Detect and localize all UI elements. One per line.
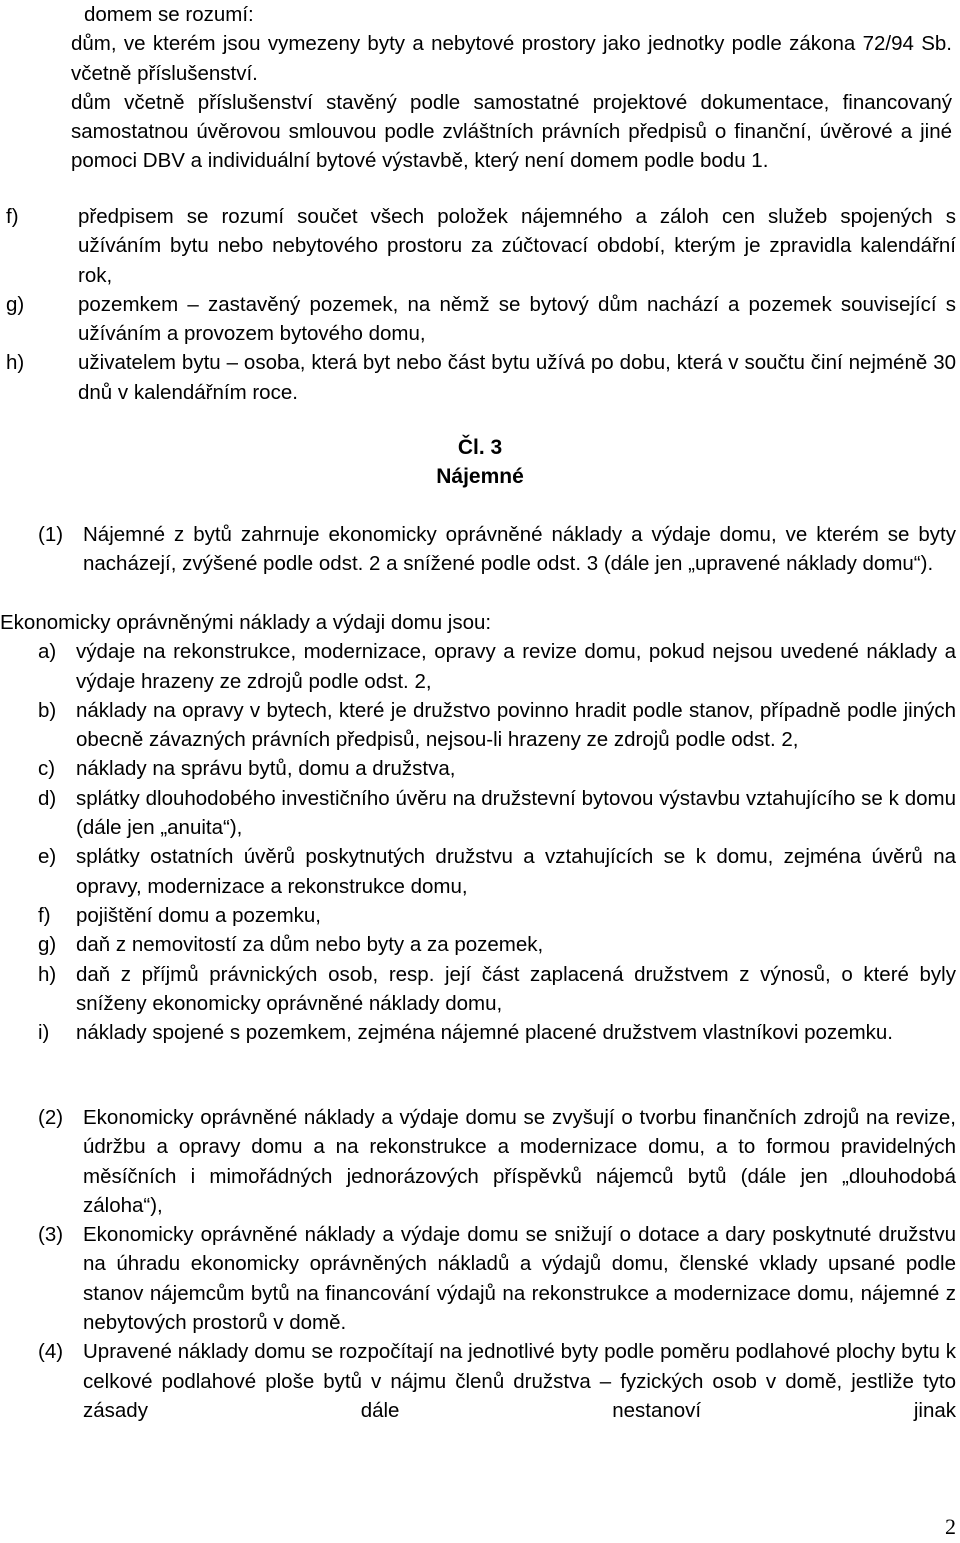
cost-text: náklady spojené s pozemkem, zejména nájemné placené družstvem vlastníkovi pozemku. [76,1021,893,1045]
cost-label: h) [38,962,57,986]
paragraph-label: (2) [38,1106,64,1129]
cost-item-b [38,696,956,755]
definition-item-g [6,290,956,349]
cost-item-f [38,901,956,930]
paragraph-item [38,520,956,579]
cost-text: náklady na správu bytů, domu a družstva, [76,757,456,781]
cost-label: a) [38,640,57,664]
paragraph-text: Ekonomicky oprávněné náklady a výdaje domu se zvyšují o tvorbu finančních zdrojů na revize, údržbu a opravy domu a na rekonstrukce a modernizace domu, a to formou pravidelných měsíčních i mimořádných jednorázových příspěvků nájemců bytů (dále jen „dlouhodobá záloha“), [83,1106,956,1217]
subitem-text: dům včetně příslušenství stavěný podle samostatné projektové dokumentace, financovaný samostatnou úvěrovou smlouvou podle zvláštních právních předpisů o finanční, úvěrové a jiné pomoci DBV a individuální bytové výstavbě, který není domem podle bodu 1. [71,90,952,173]
item-text: předpisem se rozumí součet všech položek nájemného a záloh cen služeb spojených s užíváním bytu nebo nebytového prostoru za zúčtovací období, kterým je zpravidla kalendářní rok, [78,205,956,287]
cost-text: výdaje na rekonstrukce, modernizace, opravy a revize domu, pokud nejsou uvedené náklady a výdaje hrazeny ze zdrojů podle odst. 2, [76,640,956,693]
cost-item-g [38,930,956,959]
cost-text: daň z příjmů právnických osob, resp. její část zaplacená družstvem z výnosů, o které byly sníženy ekonomicky oprávněné náklady domu, [76,962,956,1015]
article-title: Nájemné [436,465,524,488]
cost-label: e) [38,845,57,869]
item-text: uživatelem bytu – osoba, která byt nebo část bytu užívá po dobu, která v součtu činí nejméně 30 dnů v kalendářním roce. [78,351,956,404]
cost-text: splátky dlouhodobého investičního úvěru na družstevní bytovou výstavbu vztahujícího se k domu (dále jen „anuita“), [76,786,956,840]
subitem-1 [0,29,956,88]
costs-section [0,608,956,1047]
paragraph-label: (4) [38,1340,64,1364]
definition-item-h [6,348,956,407]
definitions-list [6,202,956,407]
paragraph-item [38,1103,956,1220]
item-label: g) [6,292,25,316]
subitem-text: dům, ve kterém jsou vymezeny byty a nebytové prostory jako jednotky podle zákona 72/94 Sb. včetně příslušenství. [71,32,952,85]
item-label: f) [6,205,19,228]
definition-item-f [6,202,956,290]
paragraph-label: (1) [38,523,64,546]
subitem-2 [0,88,956,176]
cost-text: náklady na opravy v bytech, které je družstvo povinno hradit podle stanov, případně podle jiných obecně závazných právních předpisů, nejsou-li hrazeny ze zdrojů podle odst. 2, [76,698,956,752]
cost-label: g) [38,933,57,957]
cost-item-c [38,754,956,783]
cost-text: splátky ostatních úvěrů poskytnutých družstvu a vztahujících se k domu, zejména úvěrů na opravy, modernizace a rekonstrukce domu, [76,845,956,898]
article-number: Čl. 3 [457,436,503,459]
cost-label: d) [38,786,57,810]
paragraph-1 [38,520,956,579]
article-heading [0,433,960,491]
cost-text: daň z nemovitostí za dům nebo byty a za pozemek, [76,933,544,957]
paragraph-text: Upravené náklady domu se rozpočítají na jednotlivé byty podle poměru podlahové plochy bytu k celkové podlahové ploše bytů v nájmu členů družstva – fyzických osob v domě, jestliže tyto zásady dále nestanoví jinak [83,1340,956,1422]
item-text: pozemkem – zastavěný pozemek, na němž se bytový dům nachází a pozemek související s užíváním a provozem bytového domu, [78,292,956,346]
cost-label: i) [38,1021,50,1045]
cost-label: b) [38,698,57,722]
page-number: 2 [945,1514,956,1539]
item-label: h) [6,351,25,375]
paragraph-text: Nájemné z bytů zahrnuje ekonomicky oprávněné náklady a výdaje domu, ve kterém se byty nacházejí, zvýšené podle odst. 2 a snížené podle odst. 3 (dále jen „upravené náklady domu“). [83,523,956,576]
paragraphs-2-4 [38,1103,956,1425]
cost-text: pojištění domu a pozemku, [76,903,321,927]
cost-item-h [38,960,956,1019]
costs-intro: Ekonomicky oprávněnými náklady a výdaji domu jsou: [0,611,492,634]
item-text: domem se rozumí: [84,3,254,26]
paragraph-text: Ekonomicky oprávněné náklady a výdaje domu se snižují o dotace a dary poskytnuté družstvu na úhradu ekonomicky oprávněných nákladů a výdajů domu, členské vklady upsané podle stanov nájemcům bytů na financování výdajů na rekonstrukce a modernizace domu, nájemné z nebytových prostorů v domě. [83,1223,956,1335]
cost-item-i [38,1018,956,1047]
section-e [6,0,956,176]
cost-item-e [38,842,956,901]
costs-list [38,637,956,1047]
cost-item-d [38,784,956,843]
definition-item-e [6,0,956,29]
paragraph-item [38,1337,956,1425]
paragraph-item [38,1220,956,1337]
paragraph-label: (3) [38,1223,64,1247]
cost-label: c) [38,757,56,781]
cost-item-a [38,637,956,696]
cost-label: f) [38,903,51,927]
